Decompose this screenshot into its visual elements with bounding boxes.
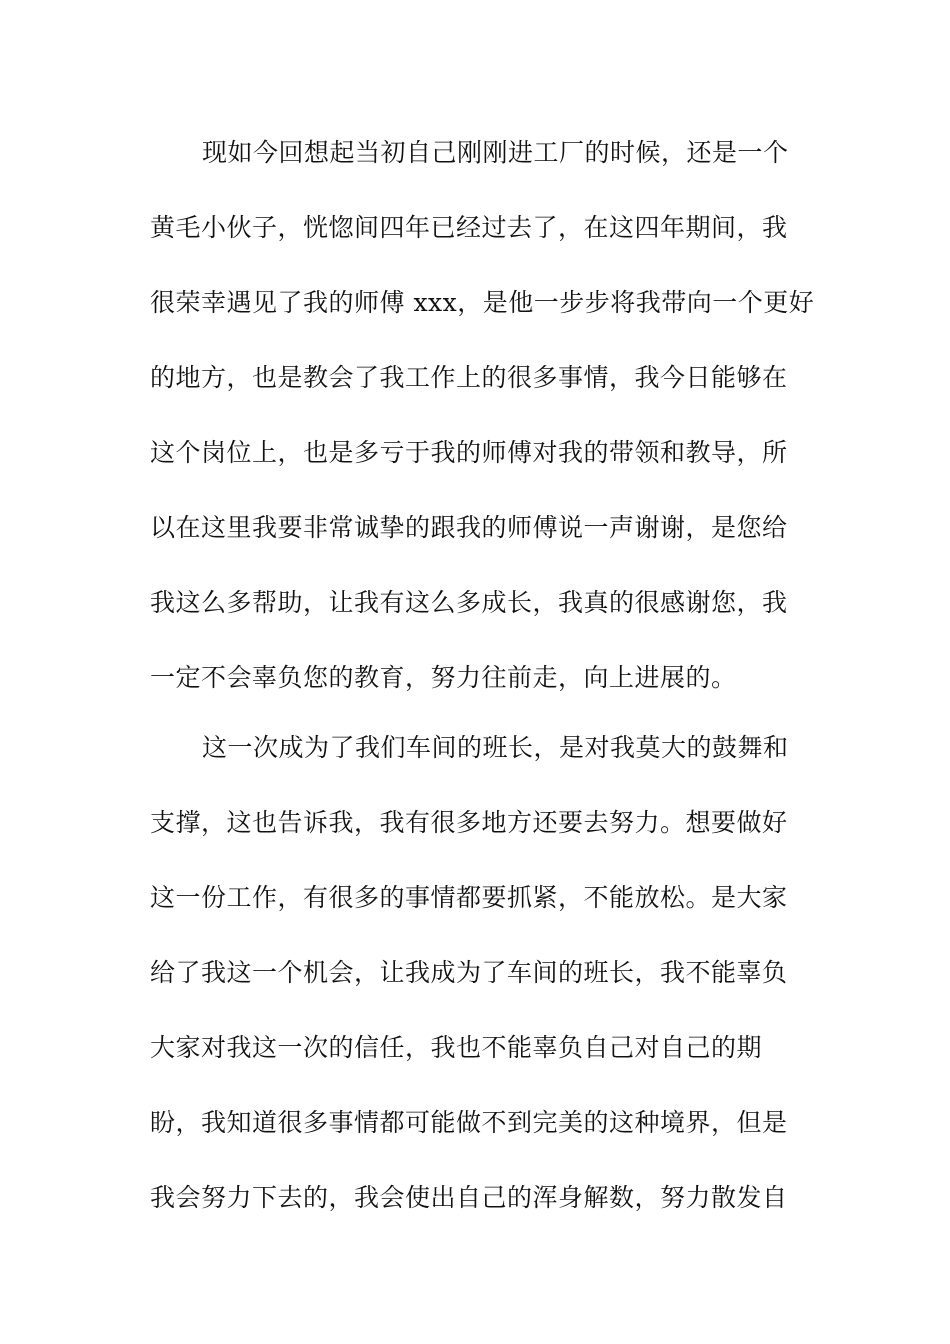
- paragraph-2-line-3: 这一份工作，有很多的事情都要抓紧，不能放松。是大家: [150, 883, 788, 912]
- paragraph-1-line-6: 以在这里我要非常诚挚的跟我的师傅说一声谢谢，是您给: [150, 513, 788, 542]
- paragraph-1-line-7: 我这么多帮助，让我有这么多成长，我真的很感谢您，我: [150, 588, 788, 617]
- paragraph-2-line-7: 我会努力下去的，我会使出自己的浑身解数，努力散发自: [150, 1183, 788, 1212]
- paragraph-2-line-2: 支撑，这也告诉我，我有很多地方还要去努力。想要做好: [150, 808, 788, 837]
- paragraph-2-line-6: 盼，我知道很多事情都可能做不到完美的这种境界，但是: [150, 1108, 788, 1137]
- paragraph-2-line-5: 大家对我这一次的信任，我也不能辜负自己对自己的期: [150, 1033, 763, 1062]
- paragraph-1-line-4: 的地方，也是教会了我工作上的很多事情，我今日能够在: [150, 363, 788, 392]
- paragraph-1-line-1: 现如今回想起当初自己刚刚进工厂的时候，还是一个: [202, 138, 789, 167]
- paragraph-1-line-5: 这个岗位上，也是多亏于我的师傅对我的带领和教导，所: [150, 438, 788, 467]
- paragraph-2-line-1: 这一次成为了我们车间的班长，是对我莫大的鼓舞和: [202, 733, 789, 762]
- paragraph-2-line-4: 给了我这一个机会，让我成为了车间的班长，我不能辜负: [150, 958, 788, 987]
- paragraph-1-line-2: 黄毛小伙子，恍惚间四年已经过去了，在这四年期间，我: [150, 213, 788, 242]
- paragraph-1-line-3: 很荣幸遇见了我的师傅 xxx，是他一步步将我带向一个更好: [150, 288, 815, 317]
- paragraph-1-line-8: 一定不会辜负您的教育，努力往前走，向上进展的。: [150, 663, 737, 692]
